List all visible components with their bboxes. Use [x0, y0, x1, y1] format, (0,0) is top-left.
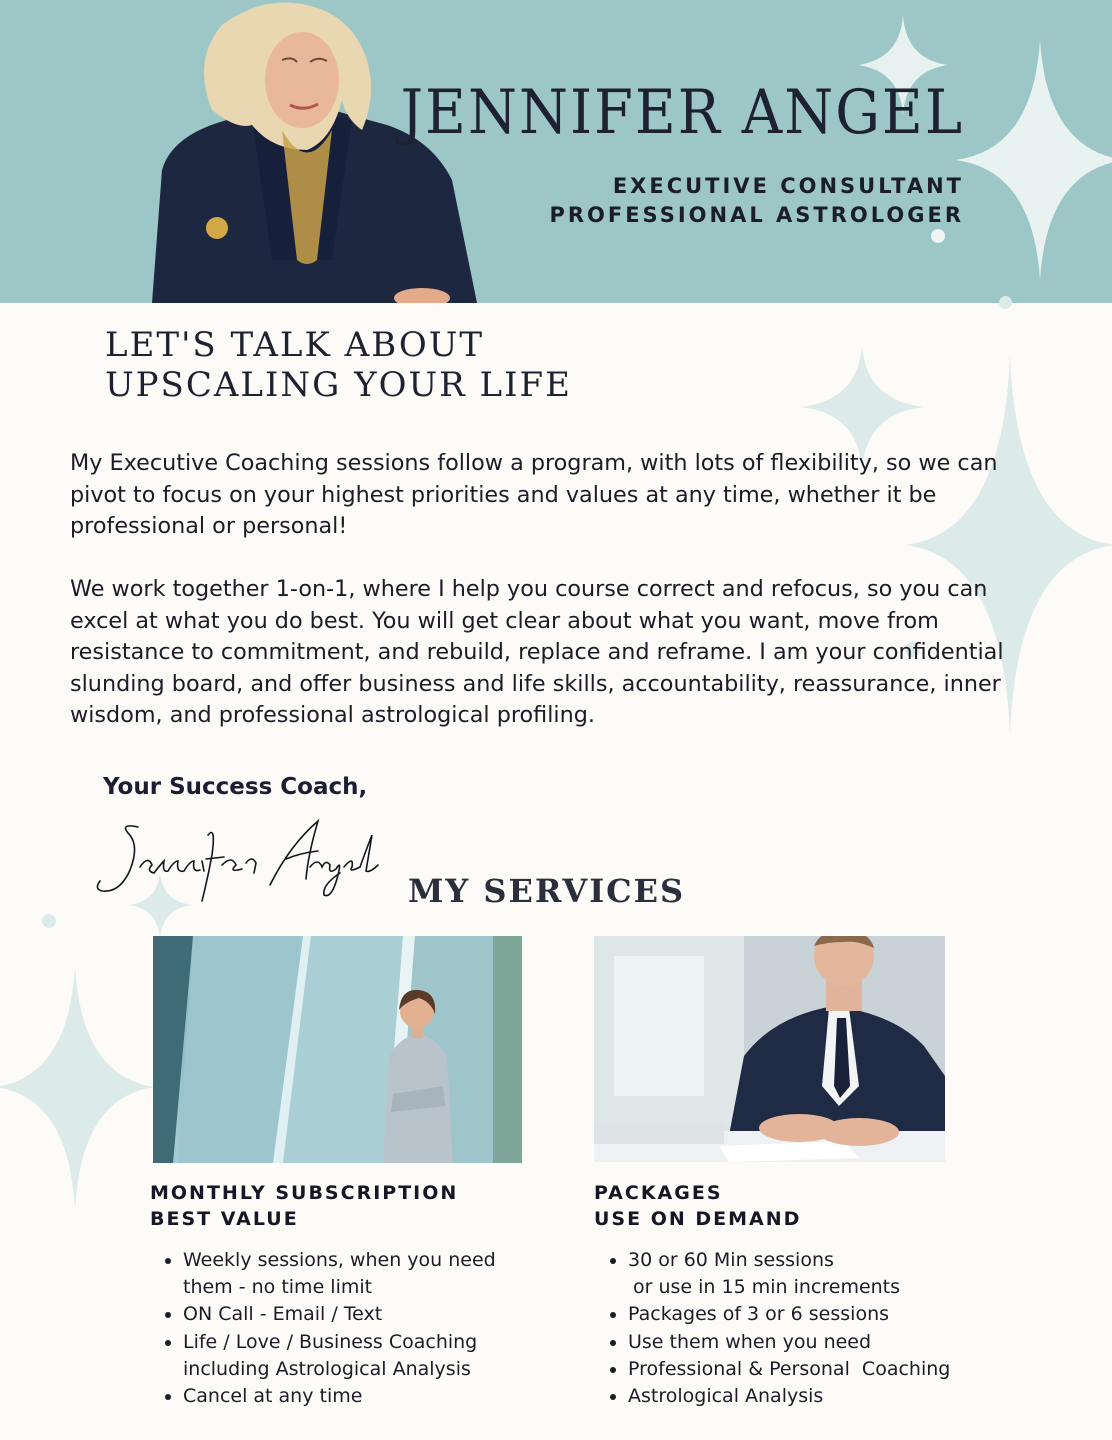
list-item: • Use them when you need: [628, 1329, 1028, 1356]
title-line: EXECUTIVE CONSULTANT: [612, 174, 964, 198]
list-item-text: 30 or 60 Min sessions: [628, 1249, 834, 1271]
headline-line: LET'S TALK ABOUT: [105, 325, 485, 365]
list-item: • ON Call - Email / Text: [183, 1301, 518, 1328]
list-item: • Professional & Personal Coaching: [628, 1356, 1028, 1383]
name-heading: JENNIFER ANGEL: [400, 78, 964, 149]
list-item: • Astrological Analysis: [628, 1383, 1028, 1410]
list-item: [628, 1247, 1028, 1301]
intro-paragraph: My Executive Coaching sessions follow a program, with lots of flexibility, so we can pivot to focus on your highest priorities and values at any time, whether it be professional or personal!: [70, 450, 998, 539]
decorative-dot: [931, 229, 945, 243]
section-headline: [105, 325, 572, 405]
services-heading: MY SERVICES: [408, 872, 686, 910]
signature-image: [90, 815, 380, 905]
column-heading-line: MONTHLY SUBSCRIPTION: [150, 1182, 459, 1204]
list-item-subtext: or use in 15 min increments: [633, 1276, 901, 1299]
portrait-photo: [132, 0, 482, 303]
headline-line: UPSCALING YOUR LIFE: [105, 365, 572, 405]
column-heading-line: PACKAGES: [594, 1182, 723, 1204]
signoff-label: Your Success Coach,: [103, 774, 368, 800]
monthly-subscription-heading: [150, 1180, 458, 1232]
list-item: • Life / Love / Business Coaching including Astrological Analysis: [183, 1329, 518, 1383]
column-heading-line: BEST VALUE: [150, 1208, 299, 1230]
sparkle-icon: [955, 40, 1112, 280]
office-woman-photo: [153, 936, 522, 1163]
header-banner: [0, 0, 1112, 303]
sparkle-icon: [0, 965, 155, 1210]
job-titles: [549, 172, 964, 230]
list-item: • Packages of 3 or 6 sessions: [628, 1301, 1028, 1328]
packages-heading: [594, 1180, 801, 1232]
packages-benefits-list: [596, 1247, 1028, 1410]
decorative-dot: [999, 296, 1012, 309]
title-line: PROFESSIONAL ASTROLOGER: [549, 203, 964, 227]
intro-paragraph: We work together 1-on-1, where I help you course correct and refocus, so you can excel at what you do best. You will get clear about what you want, move from resistance to commitment, and rebuild, replace and reframe. I am your confidential slunding board, and offer business and life skills, accountability, reassurance, inner wisdom, and professional astrological profiling.: [70, 576, 1004, 728]
list-item: • Cancel at any time: [183, 1383, 518, 1410]
column-heading-line: USE ON DEMAND: [594, 1208, 802, 1230]
monthly-benefits-list: [151, 1247, 518, 1410]
businessman-photo: [594, 936, 945, 1162]
list-item: • Weekly sessions, when you need them - no time limit: [183, 1247, 518, 1301]
decorative-dot: [42, 914, 56, 928]
